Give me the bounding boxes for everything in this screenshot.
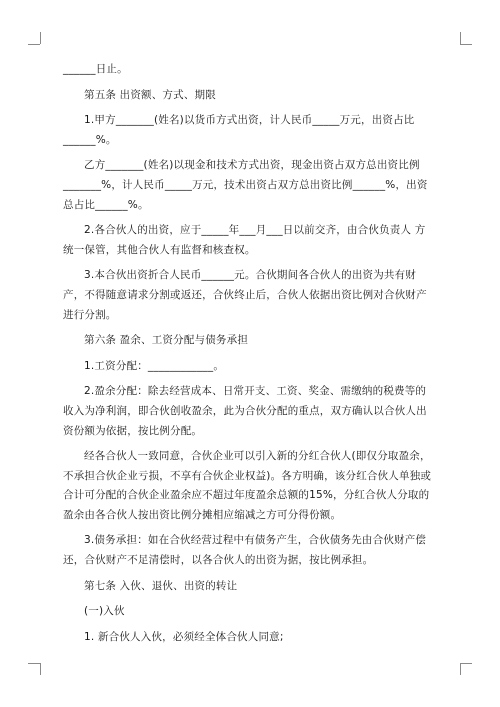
paragraph: 第六条 盈余、工资分配与债务承担 (84, 334, 249, 347)
paragraph: 第五条 出资额、方式、期限 (84, 88, 216, 101)
paragraph: 2.各合伙人的出资，应于_____年___月___日以前交齐，由合伙负责人 方统一保管，其他合伙人有监督和核查权。 (63, 224, 426, 256)
paragraph: 经各合伙人一致同意，合伙企业可以引入新的分红合伙人(即仅分取盈余，不承担合伙企业亏损，不享有合伙企业权益)。各方明确，该分红合伙人单独或合计可分配的合伙企业盈余应不超过年度盈余总额的15%，分红合伙人分取的盈余由各合伙人按出资比例分摊相应缩减之方可分得份额。 (63, 450, 432, 521)
paragraph: 1.工资分配：____________。 (84, 359, 225, 372)
paragraph: 1. 新合伙人入伙，必须经全体合伙人同意; (84, 630, 284, 643)
crop-mark (460, 32, 461, 44)
paragraph: ______日止。 (63, 63, 128, 75)
crop-mark (28, 44, 40, 45)
document-body (63, 60, 435, 647)
crop-mark (460, 44, 472, 45)
crop-mark (460, 663, 461, 675)
paragraph: 乙方_______(姓名)以现金和技术方式出资，现金出资占双方总出资比例_______%，计人民币_____万元，技术出资占双方总出资比例______%，出资总占比______%。 (63, 159, 428, 211)
crop-mark (460, 663, 472, 664)
paragraph: 2.盈余分配：除去经营成本、日常开支、工资、奖金、需缴纳的税费等的收入为净利润，即合伙创收盈余，此为合伙分配的重点，双方确认以合伙人出资份额为依据，按比例分配。 (63, 385, 427, 437)
paragraph: 第七条 入伙、退伙、出资的转让 (84, 579, 238, 592)
crop-mark (28, 663, 40, 664)
paragraph: (一)入伙 (84, 605, 125, 618)
paragraph: 3.本合伙出资折合人民币______元。合伙期间各合伙人的出资为共有财产，不得随意请求分割或返还，合伙终止后，合伙人依据出资比例对合伙财产进行分割。 (63, 269, 427, 321)
crop-mark (40, 663, 41, 675)
paragraph: 3.债务承担：如在合伙经营过程中有债务产生，合伙债务先由合伙财产偿还，合伙财产不足清偿时，以各合伙人的出资为据，按比例承担。 (63, 534, 427, 567)
paragraph: 1.甲方_______(姓名)以货币方式出资，计人民币_____万元，出资占比______%。 (63, 114, 415, 146)
crop-mark (40, 32, 41, 44)
